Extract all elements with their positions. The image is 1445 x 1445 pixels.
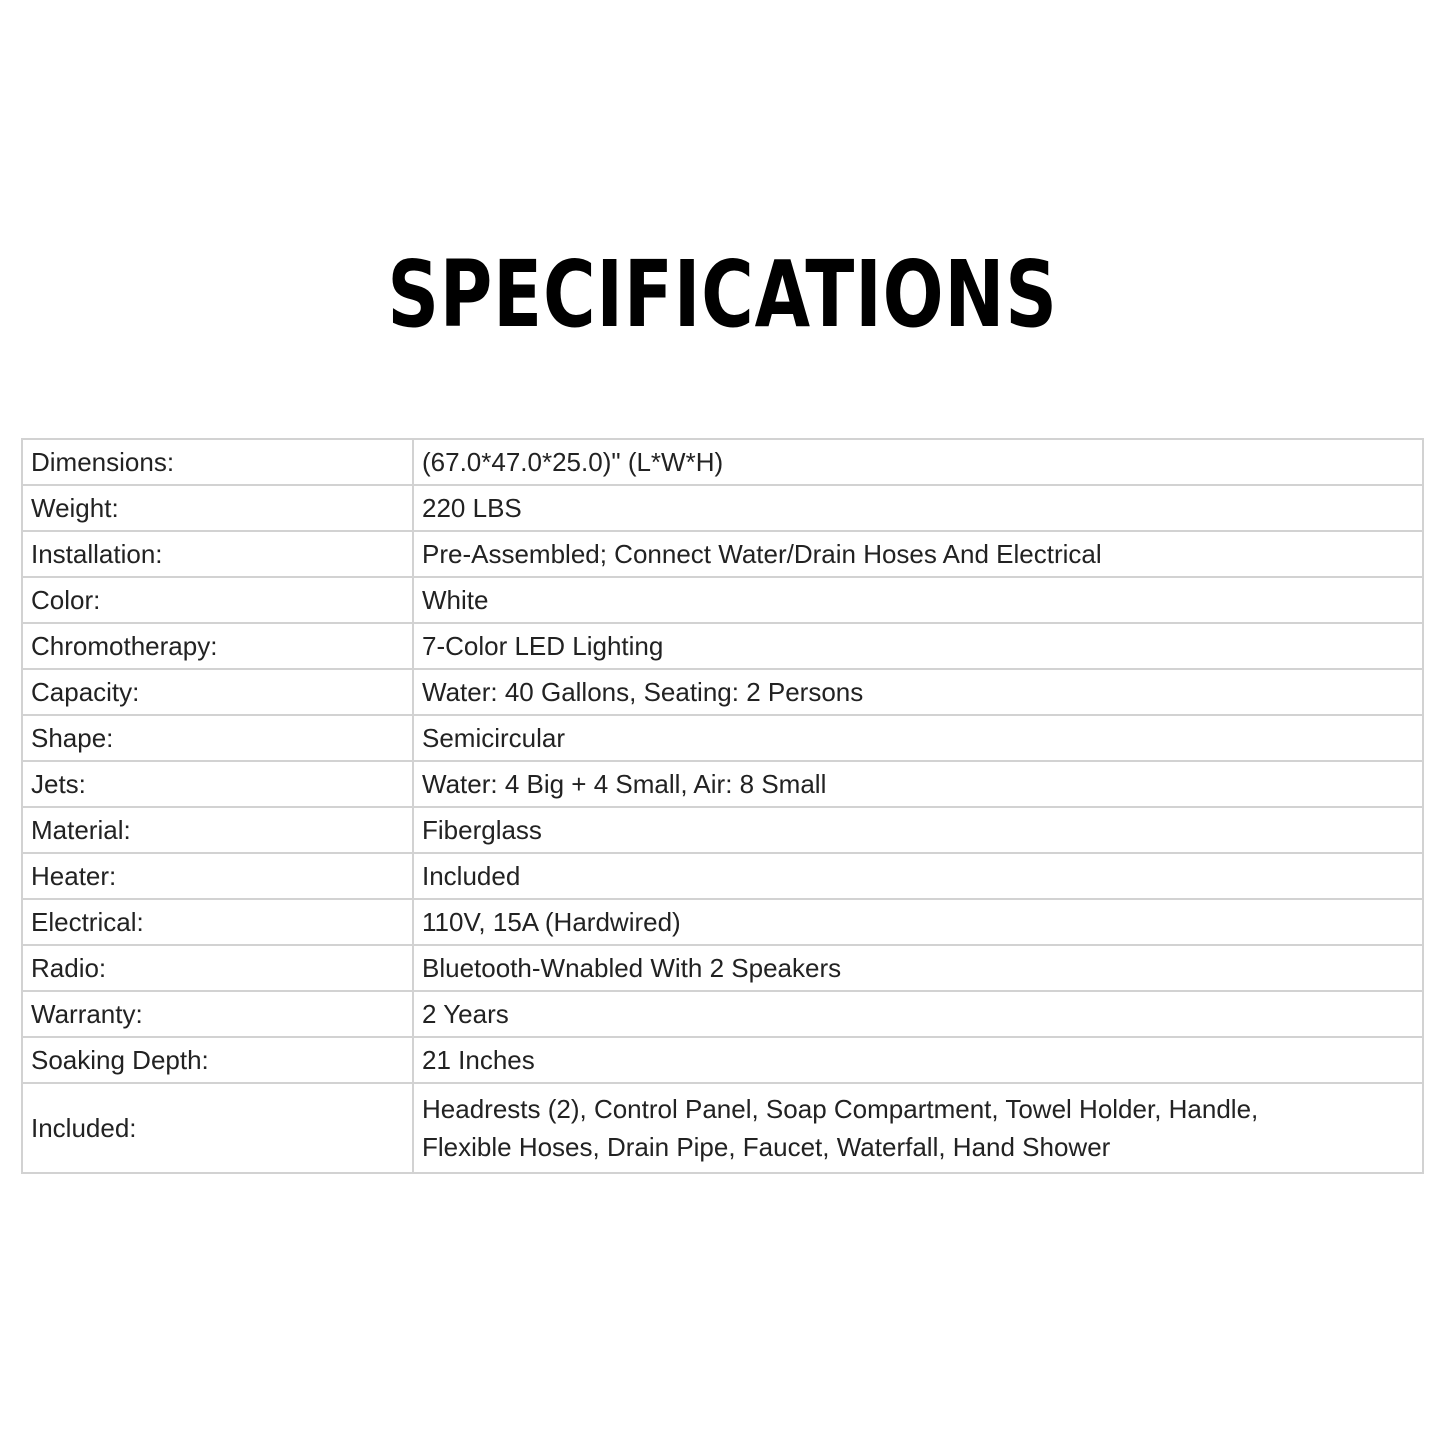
page-title: SPECIFICATIONS <box>387 241 1058 348</box>
spec-label-chromotherapy: Chromotherapy: <box>22 623 413 669</box>
specifications-table <box>21 438 1424 1174</box>
spec-label-dimensions: Dimensions: <box>22 439 413 485</box>
spec-value-radio: Bluetooth-Wnabled With 2 Speakers <box>413 945 1423 991</box>
spec-value-color: White <box>413 577 1423 623</box>
spec-label-shape: Shape: <box>22 715 413 761</box>
spec-label-electrical: Electrical: <box>22 899 413 945</box>
spec-value-installation: Pre-Assembled; Connect Water/Drain Hoses And Electrical <box>413 531 1423 577</box>
spec-label-installation: Installation: <box>22 531 413 577</box>
spec-value-included-line: Headrests (2), Control Panel, Soap Compartment, Towel Holder, Handle, <box>422 1094 1259 1124</box>
spec-value-included-line: Flexible Hoses, Drain Pipe, Faucet, Waterfall, Hand Shower <box>422 1132 1111 1162</box>
spec-value-capacity: Water: 40 Gallons, Seating: 2 Persons <box>413 669 1423 715</box>
table-row <box>22 945 1423 991</box>
table-row <box>22 485 1423 531</box>
spec-value-warranty: 2 Years <box>413 991 1423 1037</box>
spec-value-dimensions: (67.0*47.0*25.0)" (L*W*H) <box>413 439 1423 485</box>
spec-label-color: Color: <box>22 577 413 623</box>
table-row <box>22 899 1423 945</box>
table-row <box>22 1037 1423 1083</box>
table-row <box>22 531 1423 577</box>
spec-value-chromotherapy: 7-Color LED Lighting <box>413 623 1423 669</box>
table-row <box>22 669 1423 715</box>
table-row <box>22 623 1423 669</box>
table-row <box>22 715 1423 761</box>
spec-label-capacity: Capacity: <box>22 669 413 715</box>
spec-label-material: Material: <box>22 807 413 853</box>
table-row <box>22 853 1423 899</box>
spec-label-soaking-depth: Soaking Depth: <box>22 1037 413 1083</box>
spec-label-weight: Weight: <box>22 485 413 531</box>
spec-label-heater: Heater: <box>22 853 413 899</box>
spec-value-included <box>413 1083 1423 1173</box>
table-row <box>22 439 1423 485</box>
table-row <box>22 577 1423 623</box>
spec-value-weight: 220 LBS <box>413 485 1423 531</box>
table-row <box>22 807 1423 853</box>
spec-value-heater: Included <box>413 853 1423 899</box>
table-row <box>22 991 1423 1037</box>
spec-value-soaking-depth: 21 Inches <box>413 1037 1423 1083</box>
spec-label-jets: Jets: <box>22 761 413 807</box>
spec-value-material: Fiberglass <box>413 807 1423 853</box>
spec-label-warranty: Warranty: <box>22 991 413 1037</box>
spec-label-included: Included: <box>22 1083 413 1173</box>
spec-value-shape: Semicircular <box>413 715 1423 761</box>
spec-value-jets: Water: 4 Big + 4 Small, Air: 8 Small <box>413 761 1423 807</box>
table-row <box>22 761 1423 807</box>
spec-value-electrical: 110V, 15A (Hardwired) <box>413 899 1423 945</box>
table-row <box>22 1083 1423 1173</box>
spec-label-radio: Radio: <box>22 945 413 991</box>
